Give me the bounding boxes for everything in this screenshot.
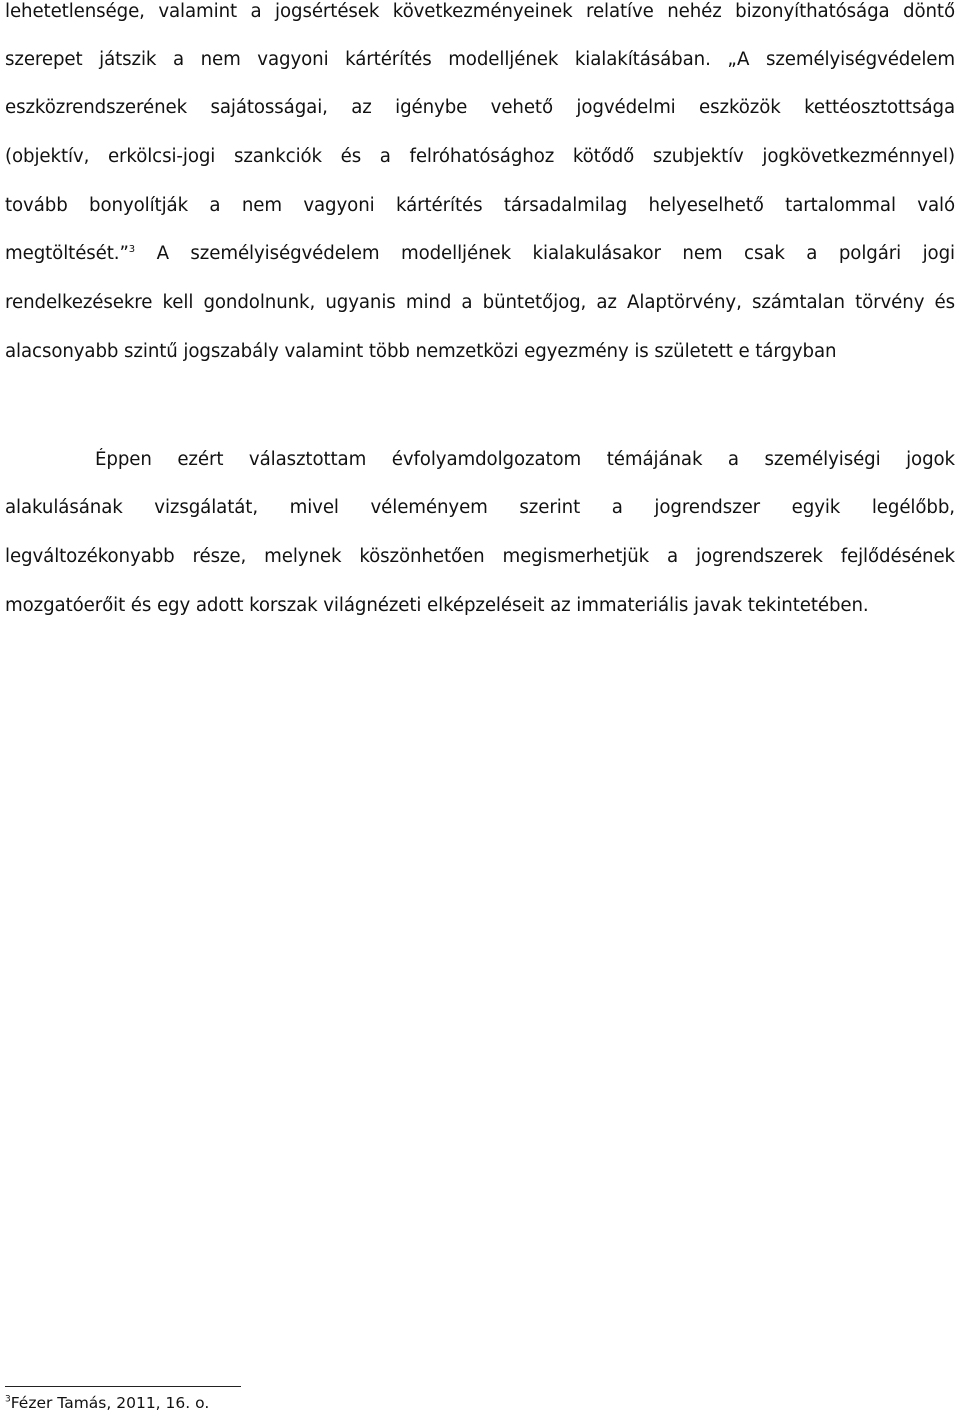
paragraph-2-line-1: Éppen ezért választottam évfolyamdolgozatom témájának a személyiségi jogok [95,449,955,470]
footnote-number: 3 [5,1394,11,1405]
footnote-text: Fézer Tamás, 2011, 16. o. [10,1394,210,1412]
line-6-text-after-ref: A személyiségvédelem modelljének kialakulásakor nem csak a polgári jogi [135,243,955,264]
paragraph-2-line-2: alakulásának vizsgálatát, mivel véleményem szerint a jogrendszer egyik legélőbb, [5,497,955,518]
paragraph-1-line-6 [5,242,955,266]
paragraph-1-line-7: rendelkezésekre kell gondolnunk, ugyanis mind a büntetőjog, az Alaptörvény, számtalan törvény és [5,292,955,313]
footnote-reference-3[interactable]: 3 [128,244,136,255]
paragraph-1-line-3: eszközrendszerének sajátosságai, az igénybe vehető jogvédelmi eszközök kettéosztottsága [5,97,955,118]
paragraph-1-line-4: (objektív, erkölcsi-jogi szankciók és a felróhatósághoz kötődő szubjektív jogkövetkezménnyel) [5,146,955,167]
footnote-3 [5,1393,209,1413]
line-6-text-before-ref: megtöltését.” [5,243,129,264]
paragraph-1-line-2: szerepet játszik a nem vagyoni kártérítés modelljének kialakításában. „A személyiségvédelem [5,49,955,70]
paragraph-1-line-5: tovább bonyolítják a nem vagyoni kártérítés társadalmilag helyeselhető tartalommal való [5,195,955,216]
paragraph-1-line-8: alacsonyabb szintű jogszabály valamint több nemzetközi egyezmény is született e tárgyban [5,341,837,362]
paragraph-2-line-4: mozgatóerőit és egy adott korszak világnézeti elképzeléseit az immateriális javak tekintetében. [5,595,869,616]
paragraph-2-line-3: legváltozékonyabb része, melynek köszönhetően megismerhetjük a jogrendszerek fejlődésének [5,546,955,567]
paragraph-1-line-1: lehetetlensége, valamint a jogsértések következményeinek relatíve nehéz bizonyíthatósága döntő [5,1,955,22]
footnote-separator [5,1386,241,1387]
